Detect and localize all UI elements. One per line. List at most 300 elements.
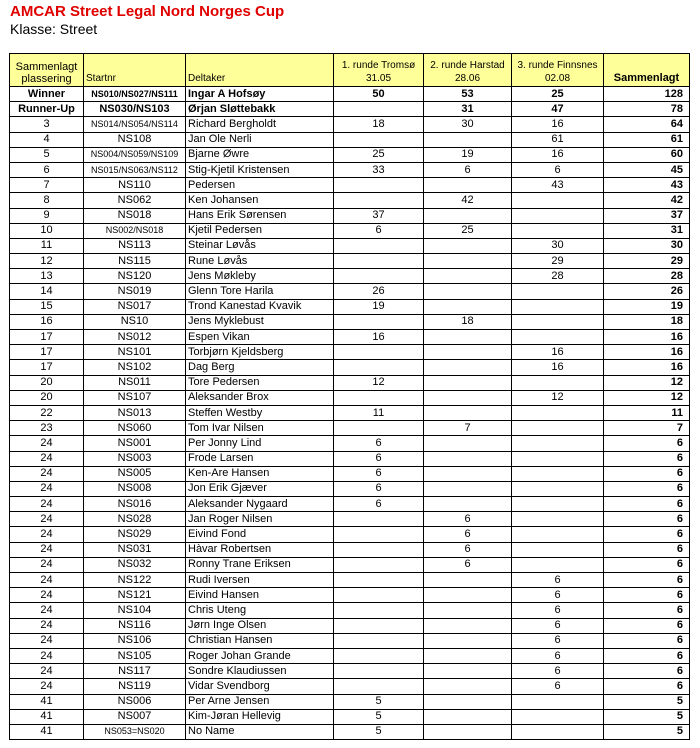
placement-cell: 24	[10, 573, 84, 588]
startnr-cell: NS017	[84, 299, 186, 314]
driver-name-cell: Glenn Tore Harila	[186, 284, 334, 299]
table-row	[10, 375, 690, 390]
startnr-cell: NS013	[84, 405, 186, 420]
total-points-cell: 6	[604, 679, 690, 694]
round-1-points-cell: 5	[334, 724, 424, 739]
round-2-points-cell: 18	[424, 314, 512, 329]
total-points-cell: 12	[604, 375, 690, 390]
round-3-points-cell	[512, 330, 604, 345]
placement-cell: Runner-Up	[10, 102, 84, 117]
round-3-points-cell	[512, 451, 604, 466]
placement-cell: 13	[10, 269, 84, 284]
round-1-points-cell: 33	[334, 162, 424, 177]
total-points-cell: 11	[604, 405, 690, 420]
header-round-3: 3. runde Finnsnes 02.08	[512, 54, 604, 87]
placement-cell: 24	[10, 466, 84, 481]
placement-cell: 7	[10, 178, 84, 193]
round-2-points-cell	[424, 603, 512, 618]
round-2-points-cell	[424, 724, 512, 739]
startnr-cell: NS004/NS059/NS109	[84, 147, 186, 162]
placement-cell: 24	[10, 481, 84, 496]
driver-name-cell: Jan Roger Nilsen	[186, 512, 334, 527]
round-2-points-cell	[424, 405, 512, 420]
round-1-points-cell: 6	[334, 223, 424, 238]
table-row	[10, 421, 690, 436]
total-points-cell: 6	[604, 436, 690, 451]
placement-cell: 24	[10, 648, 84, 663]
driver-name-cell: Aleksander Brox	[186, 390, 334, 405]
round-2-points-cell	[424, 390, 512, 405]
driver-name-cell: Rune Løvås	[186, 254, 334, 269]
startnr-cell: NS104	[84, 603, 186, 618]
table-row	[10, 436, 690, 451]
round-3-points-cell	[512, 527, 604, 542]
round-3-points-cell	[512, 375, 604, 390]
round-3-points-cell	[512, 314, 604, 329]
placement-cell: 23	[10, 421, 84, 436]
header-round-2: 2. runde Harstad 28.06	[424, 54, 512, 87]
header-total: Sammenlagt	[604, 54, 690, 87]
placement-cell: 20	[10, 375, 84, 390]
round-1-points-cell	[334, 421, 424, 436]
round-2-points-cell	[424, 238, 512, 253]
placement-cell: 15	[10, 299, 84, 314]
round-2-points-cell: 6	[424, 162, 512, 177]
round-3-points-cell	[512, 694, 604, 709]
placement-cell: 17	[10, 345, 84, 360]
placement-cell: 24	[10, 618, 84, 633]
driver-name-cell: Jon Erik Gjæver	[186, 481, 334, 496]
driver-name-cell: Vidar Svendborg	[186, 679, 334, 694]
startnr-cell: NS062	[84, 193, 186, 208]
startnr-cell: NS105	[84, 648, 186, 663]
driver-name-cell: Steffen Westby	[186, 405, 334, 420]
round-3-points-cell: 29	[512, 254, 604, 269]
round-2-points-cell	[424, 648, 512, 663]
round-2-points-cell	[424, 481, 512, 496]
table-row	[10, 481, 690, 496]
driver-name-cell: Richard Bergholdt	[186, 117, 334, 132]
driver-name-cell: Sondre Klaudiussen	[186, 664, 334, 679]
driver-name-cell: Per Arne Jensen	[186, 694, 334, 709]
driver-name-cell: Christian Hansen	[186, 633, 334, 648]
driver-name-cell: Rudi Iversen	[186, 573, 334, 588]
placement-cell: 10	[10, 223, 84, 238]
round-1-points-cell: 6	[334, 481, 424, 496]
total-points-cell: 128	[604, 87, 690, 102]
round-1-points-cell	[334, 633, 424, 648]
round-1-points-cell	[334, 512, 424, 527]
round-1-points-cell	[334, 254, 424, 269]
round-2-points-cell: 6	[424, 527, 512, 542]
round-1-points-cell: 6	[334, 497, 424, 512]
total-points-cell: 60	[604, 147, 690, 162]
round-1-points-cell	[334, 345, 424, 360]
round-3-points-cell	[512, 542, 604, 557]
table-row	[10, 314, 690, 329]
round-3-points-cell: 25	[512, 87, 604, 102]
round-3-points-cell	[512, 466, 604, 481]
startnr-cell: NS003	[84, 451, 186, 466]
startnr-cell: NS122	[84, 573, 186, 588]
driver-name-cell: Frode Larsen	[186, 451, 334, 466]
startnr-cell: NS115	[84, 254, 186, 269]
total-points-cell: 29	[604, 254, 690, 269]
placement-cell: 12	[10, 254, 84, 269]
startnr-cell: NS030/NS103	[84, 102, 186, 117]
round-1-points-cell	[334, 238, 424, 253]
placement-cell: 24	[10, 557, 84, 572]
total-points-cell: 78	[604, 102, 690, 117]
placement-cell: 11	[10, 238, 84, 253]
driver-name-cell: Ronny Trane Eriksen	[186, 557, 334, 572]
results-body	[10, 87, 690, 740]
driver-name-cell: Kjetil Pedersen	[186, 223, 334, 238]
placement-cell: 24	[10, 588, 84, 603]
table-row	[10, 193, 690, 208]
placement-cell: 20	[10, 390, 84, 405]
round-1-points-cell	[334, 178, 424, 193]
round-2-points-cell	[424, 694, 512, 709]
round-3-points-cell: 30	[512, 238, 604, 253]
table-row	[10, 512, 690, 527]
round-1-points-cell: 50	[334, 87, 424, 102]
round-1-points-cell	[334, 390, 424, 405]
round-2-points-cell: 25	[424, 223, 512, 238]
startnr-cell: NS001	[84, 436, 186, 451]
placement-cell: 24	[10, 436, 84, 451]
table-row	[10, 451, 690, 466]
table-row	[10, 269, 690, 284]
round-2-points-cell	[424, 451, 512, 466]
total-points-cell: 18	[604, 314, 690, 329]
round-1-points-cell: 12	[334, 375, 424, 390]
round-2-points-cell	[424, 466, 512, 481]
round-3-points-cell: 16	[512, 345, 604, 360]
round-2-points-cell	[424, 573, 512, 588]
total-points-cell: 6	[604, 527, 690, 542]
header-round-1: 1. runde Tromsø 31.05	[334, 54, 424, 87]
round-3-points-cell: 6	[512, 679, 604, 694]
round-3-points-cell: 16	[512, 117, 604, 132]
round-3-points-cell	[512, 497, 604, 512]
total-points-cell: 26	[604, 284, 690, 299]
startnr-cell: NS108	[84, 132, 186, 147]
driver-name-cell: Roger Johan Grande	[186, 648, 334, 663]
table-row	[10, 405, 690, 420]
driver-name-cell: Bjarne Øwre	[186, 147, 334, 162]
header-driver: Deltaker	[186, 54, 334, 87]
placement-cell: 41	[10, 724, 84, 739]
driver-name-cell: Tore Pedersen	[186, 375, 334, 390]
round-2-points-cell: 19	[424, 147, 512, 162]
total-points-cell: 30	[604, 238, 690, 253]
startnr-cell: NS116	[84, 618, 186, 633]
round-1-points-cell	[334, 314, 424, 329]
driver-name-cell: Jan Ole Nerli	[186, 132, 334, 147]
driver-name-cell: Tom Ivar Nilsen	[186, 421, 334, 436]
driver-name-cell: Pedersen	[186, 178, 334, 193]
startnr-cell: NS005	[84, 466, 186, 481]
round-1-points-cell	[334, 557, 424, 572]
total-points-cell: 6	[604, 497, 690, 512]
round-2-points-cell	[424, 633, 512, 648]
placement-cell: 22	[10, 405, 84, 420]
driver-name-cell: Jørn Inge Olsen	[186, 618, 334, 633]
placement-cell: 16	[10, 314, 84, 329]
round-1-points-cell	[334, 603, 424, 618]
startnr-cell: NS032	[84, 557, 186, 572]
startnr-cell: NS10	[84, 314, 186, 329]
round-1-points-cell	[334, 269, 424, 284]
startnr-cell: NS120	[84, 269, 186, 284]
round-3-points-cell	[512, 208, 604, 223]
driver-name-cell: Jens Myklebust	[186, 314, 334, 329]
table-row	[10, 694, 690, 709]
total-points-cell: 5	[604, 694, 690, 709]
startnr-cell: NS002/NS018	[84, 223, 186, 238]
round-2-points-cell: 30	[424, 117, 512, 132]
startnr-cell: NS107	[84, 390, 186, 405]
startnr-cell: NS014/NS054/NS114	[84, 117, 186, 132]
driver-name-cell: Ken Johansen	[186, 193, 334, 208]
placement-cell: 24	[10, 664, 84, 679]
startnr-cell: NS101	[84, 345, 186, 360]
round-1-points-cell	[334, 193, 424, 208]
round-2-points-cell	[424, 664, 512, 679]
header-startnr: Startnr	[84, 54, 186, 87]
round-1-points-cell	[334, 573, 424, 588]
round-2-points-cell	[424, 709, 512, 724]
startnr-cell: NS110	[84, 178, 186, 193]
startnr-cell: NS015/NS063/NS112	[84, 162, 186, 177]
placement-cell: 24	[10, 542, 84, 557]
round-3-points-cell	[512, 724, 604, 739]
startnr-cell: NS008	[84, 481, 186, 496]
round-2-points-cell	[424, 269, 512, 284]
total-points-cell: 16	[604, 345, 690, 360]
round-1-points-cell	[334, 679, 424, 694]
startnr-cell: NS012	[84, 330, 186, 345]
round-2-points-cell	[424, 284, 512, 299]
round-2-points-cell: 53	[424, 87, 512, 102]
driver-name-cell: Per Jonny Lind	[186, 436, 334, 451]
table-row	[10, 223, 690, 238]
round-3-points-cell: 6	[512, 603, 604, 618]
round-1-points-cell	[334, 588, 424, 603]
startnr-cell: NS060	[84, 421, 186, 436]
table-row	[10, 390, 690, 405]
total-points-cell: 16	[604, 330, 690, 345]
driver-name-cell: Steinar Løvås	[186, 238, 334, 253]
round-3-points-cell: 16	[512, 147, 604, 162]
round-1-points-cell: 26	[334, 284, 424, 299]
round-1-points-cell: 16	[334, 330, 424, 345]
table-row	[10, 466, 690, 481]
round-3-points-cell	[512, 299, 604, 314]
placement-cell: 24	[10, 512, 84, 527]
driver-name-cell: Ørjan Sløttebakk	[186, 102, 334, 117]
driver-name-cell: Stig-Kjetil Kristensen	[186, 162, 334, 177]
placement-cell: 6	[10, 162, 84, 177]
placement-cell: 24	[10, 603, 84, 618]
driver-name-cell: Eivind Hansen	[186, 588, 334, 603]
startnr-cell: NS028	[84, 512, 186, 527]
startnr-cell: NS018	[84, 208, 186, 223]
round-1-points-cell	[334, 648, 424, 663]
total-points-cell: 43	[604, 178, 690, 193]
startnr-cell: NS102	[84, 360, 186, 375]
startnr-cell: NS010/NS027/NS111	[84, 87, 186, 102]
driver-name-cell: Dag Berg	[186, 360, 334, 375]
round-1-points-cell	[334, 618, 424, 633]
startnr-cell: NS011	[84, 375, 186, 390]
table-row	[10, 648, 690, 663]
table-row	[10, 254, 690, 269]
round-2-points-cell	[424, 618, 512, 633]
round-2-points-cell: 31	[424, 102, 512, 117]
table-row	[10, 724, 690, 739]
placement-cell: 8	[10, 193, 84, 208]
placement-cell: 3	[10, 117, 84, 132]
round-3-points-cell: 6	[512, 648, 604, 663]
driver-name-cell: Torbjørn Kjeldsberg	[186, 345, 334, 360]
table-row	[10, 330, 690, 345]
round-1-points-cell	[334, 102, 424, 117]
driver-name-cell: Eivind Fond	[186, 527, 334, 542]
driver-name-cell: Espen Vikan	[186, 330, 334, 345]
startnr-cell: NS113	[84, 238, 186, 253]
table-row	[10, 284, 690, 299]
startnr-cell: NS106	[84, 633, 186, 648]
round-1-points-cell	[334, 527, 424, 542]
table-header-row	[10, 54, 690, 87]
round-1-points-cell: 5	[334, 694, 424, 709]
round-1-points-cell	[334, 542, 424, 557]
table-row	[10, 117, 690, 132]
total-points-cell: 6	[604, 648, 690, 663]
total-points-cell: 45	[604, 162, 690, 177]
results-table	[9, 53, 690, 740]
startnr-cell: NS031	[84, 542, 186, 557]
round-1-points-cell	[334, 360, 424, 375]
table-row	[10, 618, 690, 633]
table-row	[10, 162, 690, 177]
round-3-points-cell	[512, 284, 604, 299]
round-3-points-cell	[512, 223, 604, 238]
class-subtitle: Klasse: Street	[10, 21, 98, 37]
table-row	[10, 633, 690, 648]
placement-cell: 24	[10, 497, 84, 512]
table-row	[10, 527, 690, 542]
driver-name-cell: Hans Erik Sørensen	[186, 208, 334, 223]
round-1-points-cell: 25	[334, 147, 424, 162]
placement-cell: 24	[10, 633, 84, 648]
round-2-points-cell	[424, 132, 512, 147]
table-row	[10, 664, 690, 679]
driver-name-cell: Ken-Are Hansen	[186, 466, 334, 481]
round-3-points-cell	[512, 512, 604, 527]
round-1-points-cell: 11	[334, 405, 424, 420]
round-3-points-cell: 6	[512, 664, 604, 679]
round-3-points-cell: 47	[512, 102, 604, 117]
table-row	[10, 360, 690, 375]
table-row	[10, 238, 690, 253]
startnr-cell: NS007	[84, 709, 186, 724]
round-3-points-cell	[512, 481, 604, 496]
round-2-points-cell	[424, 436, 512, 451]
round-3-points-cell: 12	[512, 390, 604, 405]
total-points-cell: 16	[604, 360, 690, 375]
total-points-cell: 5	[604, 724, 690, 739]
table-row	[10, 178, 690, 193]
startnr-cell: NS016	[84, 497, 186, 512]
startnr-cell: NS117	[84, 664, 186, 679]
total-points-cell: 6	[604, 588, 690, 603]
round-2-points-cell: 6	[424, 542, 512, 557]
round-2-points-cell	[424, 330, 512, 345]
driver-name-cell: Trond Kanestad Kvavik	[186, 299, 334, 314]
placement-cell: 24	[10, 527, 84, 542]
round-1-points-cell: 37	[334, 208, 424, 223]
placement-cell: Winner	[10, 87, 84, 102]
round-2-points-cell: 6	[424, 512, 512, 527]
placement-cell: 9	[10, 208, 84, 223]
table-row	[10, 345, 690, 360]
round-3-points-cell: 16	[512, 360, 604, 375]
startnr-cell: NS029	[84, 527, 186, 542]
placement-cell: 4	[10, 132, 84, 147]
total-points-cell: 6	[604, 512, 690, 527]
driver-name-cell: Aleksander Nygaard	[186, 497, 334, 512]
table-row	[10, 132, 690, 147]
driver-name-cell: Kim-Jøran Hellevig	[186, 709, 334, 724]
placement-cell: 17	[10, 360, 84, 375]
startnr-cell: NS019	[84, 284, 186, 299]
table-row	[10, 603, 690, 618]
table-row	[10, 299, 690, 314]
total-points-cell: 6	[604, 481, 690, 496]
round-1-points-cell: 19	[334, 299, 424, 314]
round-2-points-cell: 42	[424, 193, 512, 208]
driver-name-cell: Hàvar Robertsen	[186, 542, 334, 557]
round-2-points-cell	[424, 208, 512, 223]
total-points-cell: 42	[604, 193, 690, 208]
round-1-points-cell: 18	[334, 117, 424, 132]
total-points-cell: 19	[604, 299, 690, 314]
table-row	[10, 102, 690, 117]
table-row	[10, 542, 690, 557]
total-points-cell: 6	[604, 466, 690, 481]
total-points-cell: 6	[604, 451, 690, 466]
startnr-cell: NS006	[84, 694, 186, 709]
placement-cell: 24	[10, 679, 84, 694]
table-row	[10, 497, 690, 512]
startnr-cell: NS053=NS020	[84, 724, 186, 739]
total-points-cell: 61	[604, 132, 690, 147]
round-3-points-cell	[512, 405, 604, 420]
round-3-points-cell: 6	[512, 618, 604, 633]
total-points-cell: 6	[604, 557, 690, 572]
driver-name-cell: Chris Uteng	[186, 603, 334, 618]
round-3-points-cell: 6	[512, 573, 604, 588]
driver-name-cell: Jens Møkleby	[186, 269, 334, 284]
total-points-cell: 6	[604, 618, 690, 633]
table-row	[10, 709, 690, 724]
round-3-points-cell: 6	[512, 633, 604, 648]
placement-cell: 5	[10, 147, 84, 162]
round-3-points-cell: 6	[512, 588, 604, 603]
